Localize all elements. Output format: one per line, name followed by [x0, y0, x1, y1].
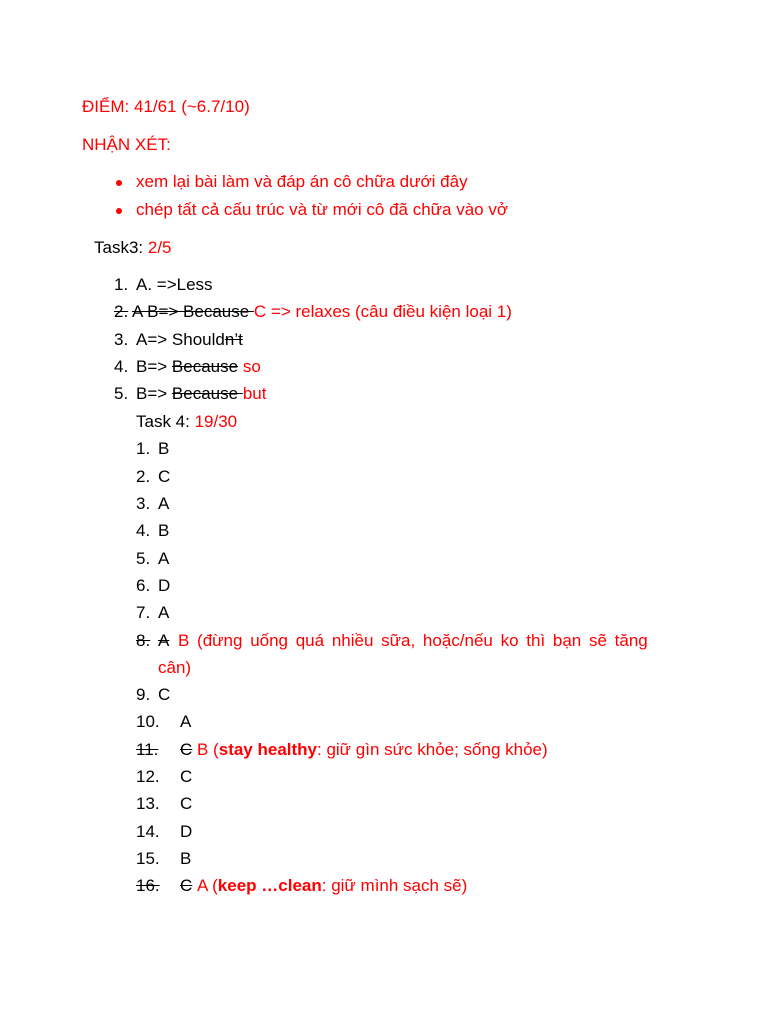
item-text: B=> [136, 357, 172, 376]
item-answer: B [180, 849, 192, 868]
bullet-icon [116, 180, 122, 186]
struck-answer: A B=> Because [132, 302, 254, 321]
item-answer: C [180, 794, 193, 813]
item-answer: D [180, 822, 193, 841]
item-answer: C [158, 467, 171, 486]
bullet-item: xem lại bài làm và đáp án cô chữa dưới đây [136, 172, 468, 191]
task4-score: 19/30 [194, 412, 238, 431]
list-item [132, 301, 512, 323]
item-number: 1. [136, 439, 151, 458]
correction: but [242, 384, 267, 403]
item-number: 13. [136, 794, 160, 813]
correction-continued: cân) [158, 658, 192, 677]
struck-answer: Because [171, 357, 239, 376]
item-number: 6. [136, 576, 151, 595]
correction-meaning: : giữ mình sạch sẽ) [321, 876, 468, 895]
list-item [136, 383, 266, 405]
item-number: 3. [114, 330, 129, 349]
bullet-icon [116, 208, 122, 214]
item-number: 10. [136, 712, 160, 731]
comment-title: NHẬN XÉT: [82, 135, 171, 154]
item-answer: A [180, 712, 192, 731]
item-number: 12. [136, 767, 160, 786]
struck-answer: A [158, 631, 170, 650]
correction-prefix: A ( [197, 876, 218, 895]
item-number: 7. [136, 603, 151, 622]
correction: so [238, 357, 261, 376]
task3-score: 2/5 [147, 238, 172, 257]
item-answer: B [158, 521, 170, 540]
item-number: 9. [136, 685, 151, 704]
item-number: 4. [136, 521, 151, 540]
item-number: 15. [136, 849, 160, 868]
item-number: 2. [114, 302, 129, 321]
task3-label: Task3: [94, 238, 148, 257]
item-answer: A [158, 494, 170, 513]
correction: C => relaxes (câu điều kiện loại 1) [253, 302, 512, 321]
item-text: B=> [136, 384, 172, 403]
struck-answer: C [180, 876, 193, 895]
task3-heading [94, 237, 172, 259]
correction [197, 739, 548, 761]
item-number: 16. [136, 876, 160, 895]
item-number: 5. [114, 384, 129, 403]
correction [197, 875, 467, 897]
struck-answer: n’t [224, 330, 243, 349]
struck-answer: C [180, 740, 193, 759]
list-item [136, 329, 243, 351]
correction-keyword: stay healthy [218, 740, 317, 759]
item-number: 3. [136, 494, 151, 513]
item-number: 8. [136, 631, 151, 650]
list-item [114, 274, 128, 296]
task4-heading [136, 411, 237, 433]
item-answer: C [180, 767, 193, 786]
item-number: 1. [114, 275, 129, 294]
item-text: A. =>Less [136, 275, 213, 294]
item-number: 11. [136, 740, 159, 759]
item-answer: A [158, 603, 170, 622]
correction-prefix: B ( [197, 740, 219, 759]
item-text: A=> Should [136, 330, 225, 349]
bullet-item: chép tất cả cấu trúc và từ mới cô đã chữa vào vở [136, 200, 508, 219]
item-answer: A [158, 549, 170, 568]
score-heading: ĐIỂM: 41/61 (~6.7/10) [82, 97, 250, 116]
item-answer: B [158, 439, 170, 458]
item-answer: C [158, 685, 171, 704]
item-answer: D [158, 576, 171, 595]
correction-keyword: keep …clean [217, 876, 322, 895]
item-number: 4. [114, 357, 129, 376]
correction: B (đừng uống quá nhiều sữa, hoặc/nếu ko thì bạn sẽ tăng [178, 631, 648, 650]
list-item [136, 356, 261, 378]
item-number: 2. [136, 467, 151, 486]
item-number: 14. [136, 822, 160, 841]
correction-meaning: : giữ gìn sức khỏe; sống khỏe) [317, 740, 548, 759]
item-number: 5. [136, 549, 151, 568]
task4-label: Task 4: [136, 412, 195, 431]
struck-answer: Because [171, 384, 243, 403]
